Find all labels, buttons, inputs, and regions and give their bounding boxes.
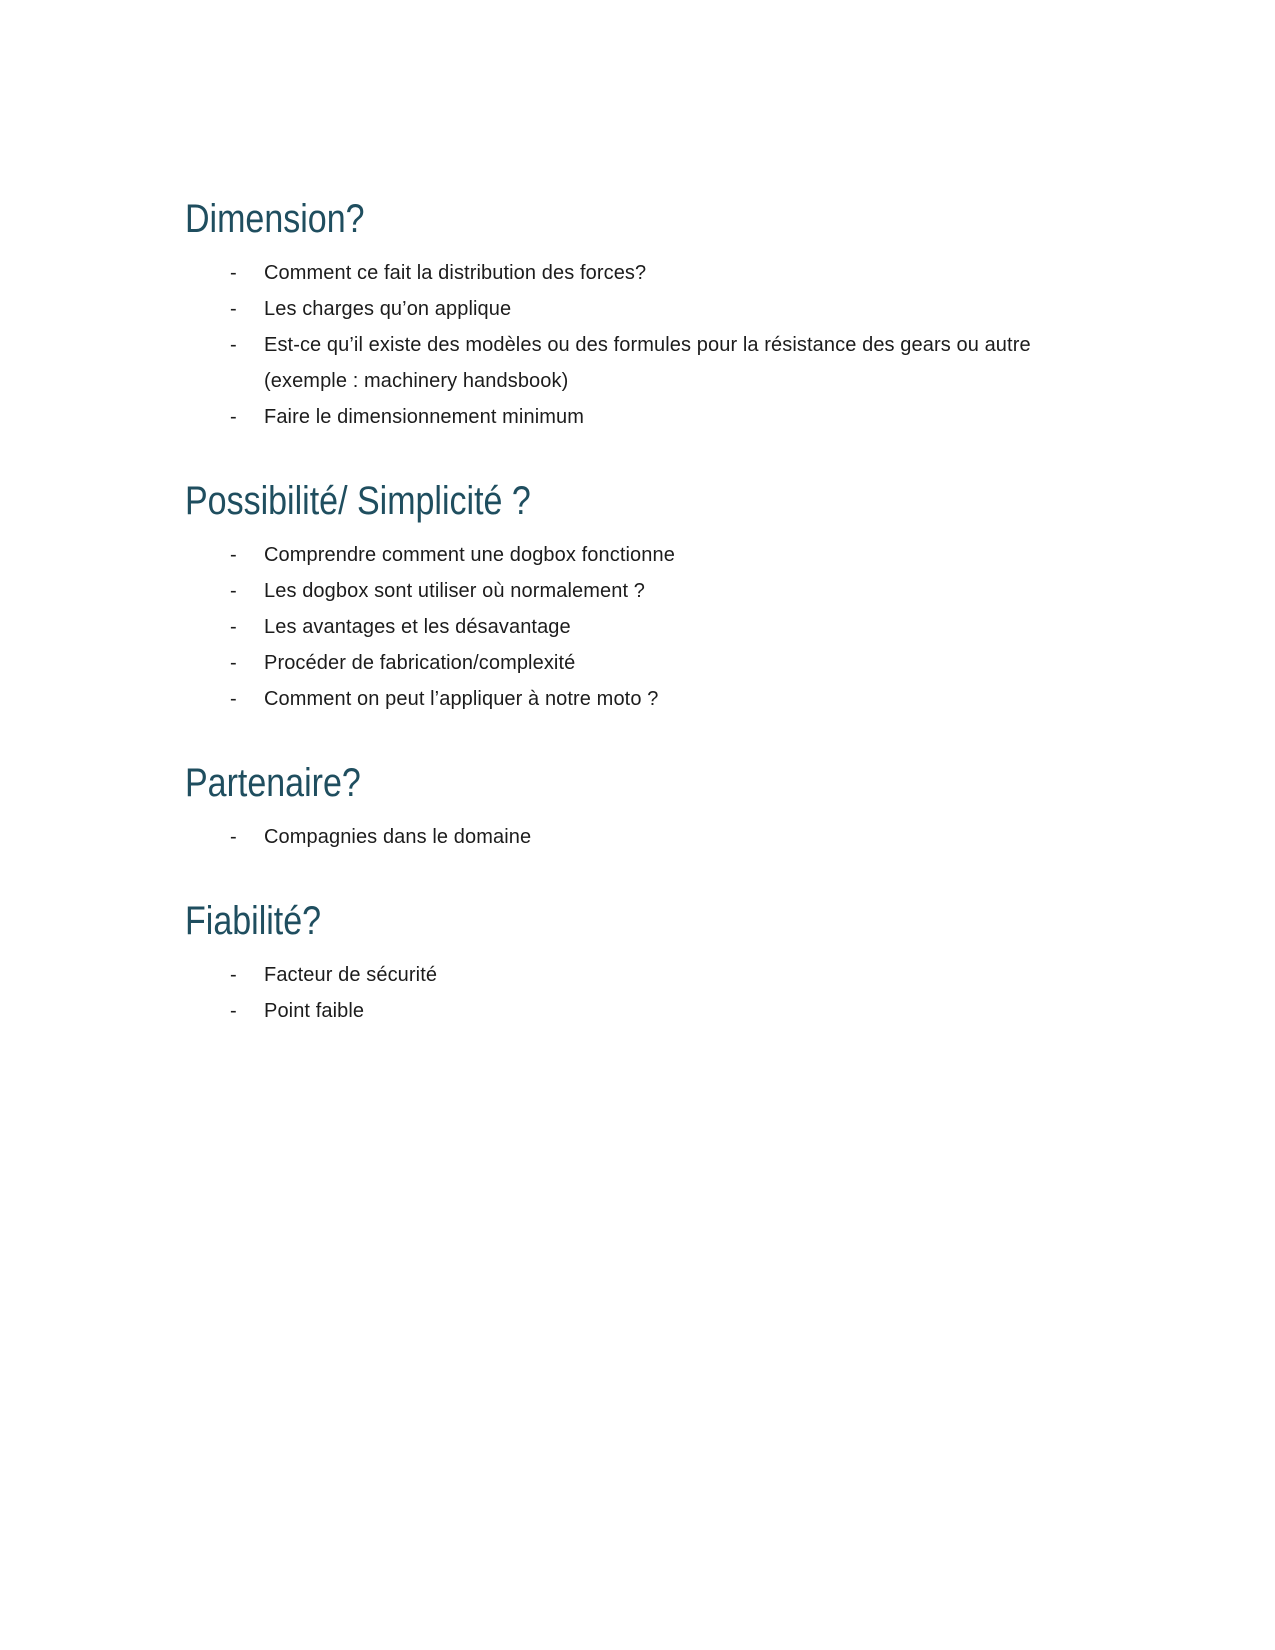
dash-bullet: -: [230, 652, 237, 674]
section-heading: [185, 195, 1105, 243]
list-item-text: Comment on peut l’appliquer à notre moto ?: [264, 688, 659, 710]
dash-bullet: -: [230, 334, 237, 356]
list-item: [185, 399, 1105, 435]
list-item: [185, 573, 1105, 609]
bullet-list: [185, 819, 1105, 855]
dash-bullet: -: [230, 826, 237, 848]
dash-bullet: -: [230, 964, 237, 986]
list-item: [185, 819, 1105, 855]
dash-bullet: -: [230, 406, 237, 428]
section-fiabilite: [185, 897, 1105, 1029]
list-item-text: Faire le dimensionnement minimum: [264, 406, 584, 428]
list-item-text: Les dogbox sont utiliser où normalement ?: [264, 580, 645, 602]
bullet-list: [185, 957, 1105, 1029]
list-item: [185, 537, 1105, 573]
list-item: [185, 957, 1105, 993]
list-item-text: Comprendre comment une dogbox fonctionne: [264, 544, 675, 566]
section-heading: [185, 897, 1105, 945]
section-heading-text: Fiabilité?: [185, 899, 322, 943]
dash-bullet: -: [230, 580, 237, 602]
list-item-text: Compagnies dans le domaine: [264, 826, 532, 848]
section-heading-text: Partenaire?: [185, 761, 361, 805]
section-heading: [185, 477, 1105, 525]
section-partenaire: [185, 759, 1105, 855]
list-item: [185, 609, 1105, 645]
dash-bullet: -: [230, 298, 237, 320]
section-heading-text: Dimension?: [185, 197, 365, 241]
section-heading-text: Possibilité/ Simplicité ?: [185, 479, 531, 523]
dash-bullet: -: [230, 688, 237, 710]
list-item-text: Est-ce qu’il existe des modèles ou des formules pour la résistance des gears ou autre (exemple : machinery handsbook): [264, 334, 1031, 392]
list-item-text: Point faible: [264, 1000, 365, 1022]
list-item-text: Les charges qu’on applique: [264, 298, 512, 320]
list-item-text: Procéder de fabrication/complexité: [264, 652, 576, 674]
list-item: [185, 993, 1105, 1029]
list-item: [185, 255, 1105, 291]
list-item: [185, 291, 1105, 327]
dash-bullet: -: [230, 262, 237, 284]
dash-bullet: -: [230, 1000, 237, 1022]
list-item: [185, 645, 1105, 681]
list-item: [185, 327, 1105, 399]
bullet-list: [185, 537, 1105, 717]
section-dimension: [185, 195, 1105, 435]
list-item-text: Comment ce fait la distribution des forces?: [264, 262, 647, 284]
bullet-list: [185, 255, 1105, 435]
section-possibilite-simplicite: [185, 477, 1105, 717]
list-item-text: Les avantages et les désavantage: [264, 616, 571, 638]
dash-bullet: -: [230, 544, 237, 566]
section-heading: [185, 759, 1105, 807]
list-item: [185, 681, 1105, 717]
list-item-text: Facteur de sécurité: [264, 964, 438, 986]
dash-bullet: -: [230, 616, 237, 638]
